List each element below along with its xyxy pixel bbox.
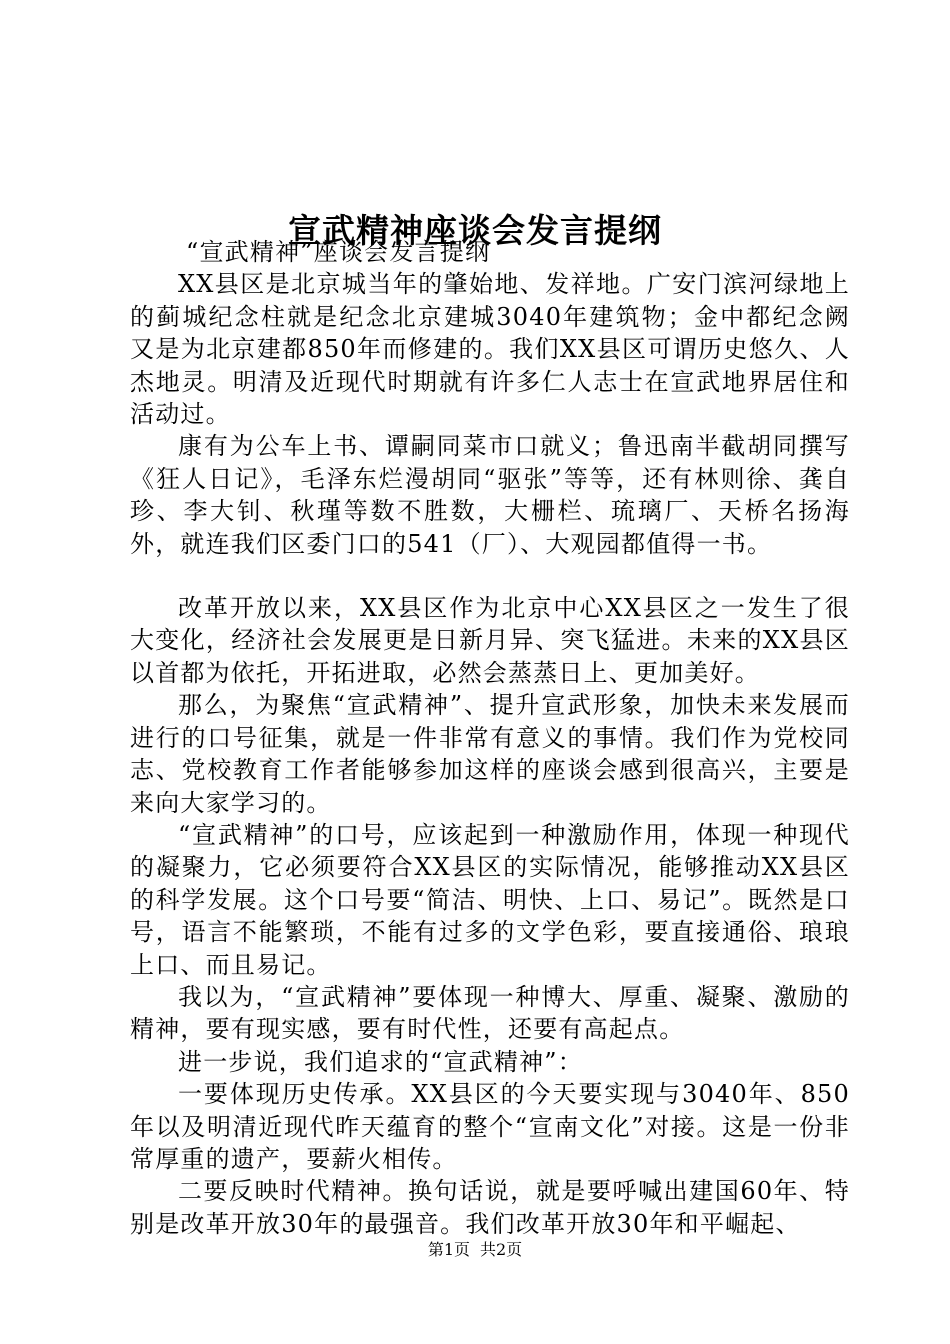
paragraph-slogan-collection: 那么，为聚焦“宣武精神”、提升宣武形象，加快未来发展而进行的口号征集，就是一件非常有意义的事情。我们作为党校同志、党校教育工作者能够参加这样的座谈会感到很高兴，主要是来向大家学习的。	[130, 691, 850, 817]
paragraph-history: XX县区是北京城当年的肇始地、发祥地。广安门滨河绿地上的蓟城纪念柱就是纪念北京建城3040年建筑物；金中都纪念阙又是为北京建都850年而修建的。我们XX县区可谓历史悠久、人杰地灵。明清及近现代时期就有许多仁人志士在宣武地界居住和活动过。	[130, 270, 850, 429]
paragraph-reform: 改革开放以来，XX县区作为北京中心XX县区之一发生了很大变化，经济社会发展更是日新月异、突飞猛进。未来的XX县区以首都为依托，开拓进取，必然会蒸蒸日上、更加美好。	[130, 594, 850, 687]
document-body	[130, 236, 850, 1240]
paragraph-figures: 康有为公车上书、谭嗣同菜市口就义；鲁迅南半截胡同撰写《狂人日记》，毛泽东烂漫胡同“驱张”等等，还有林则徐、龚自珍、李大钊、秋瑾等数不胜数，大栅栏、琉璃厂、天桥名扬海外，就连我们区委门口的541（厂）、大观园都值得一书。	[130, 432, 850, 558]
paragraph-heading: “宣武精神”座谈会发言提纲	[186, 238, 491, 266]
paragraph-point-one: 一要体现历史传承。XX县区的今天要实现与3040年、850年以及明清近现代昨天蕴育的整个“宣南文化”对接。这是一份非常厚重的遗产，要薪火相传。	[130, 1080, 850, 1173]
paragraph-point-two: 二要反映时代精神。换句话说，就是要呼喊出建国60年、特别是改革开放30年的最强音。我们改革开放30年和平崛起、	[130, 1177, 850, 1238]
page-number: 第1页	[427, 1240, 470, 1259]
paragraph-further: 进一步说，我们追求的“宣武精神”：	[178, 1047, 583, 1076]
page-footer	[0, 1240, 950, 1260]
paragraph-slogan-requirements: “宣武精神”的口号，应该起到一种激励作用，体现一种现代的凝聚力，它必须要符合XX县区的实际情况，能够推动XX县区的科学发展。这个口号要“简洁、明快、上口、易记”。既然是口号，语言不能繁琐，不能有过多的文学色彩，要直接通俗、琅琅上口、而且易记。	[130, 820, 850, 979]
document-title: 宣武精神座谈会发言提纲	[288, 211, 662, 251]
paragraph-opinion: 我以为，“宣武精神”要体现一种博大、厚重、凝聚、激励的精神，要有现实感，要有时代性，还要有高起点。	[130, 982, 850, 1044]
page-total: 共2页	[480, 1240, 523, 1259]
